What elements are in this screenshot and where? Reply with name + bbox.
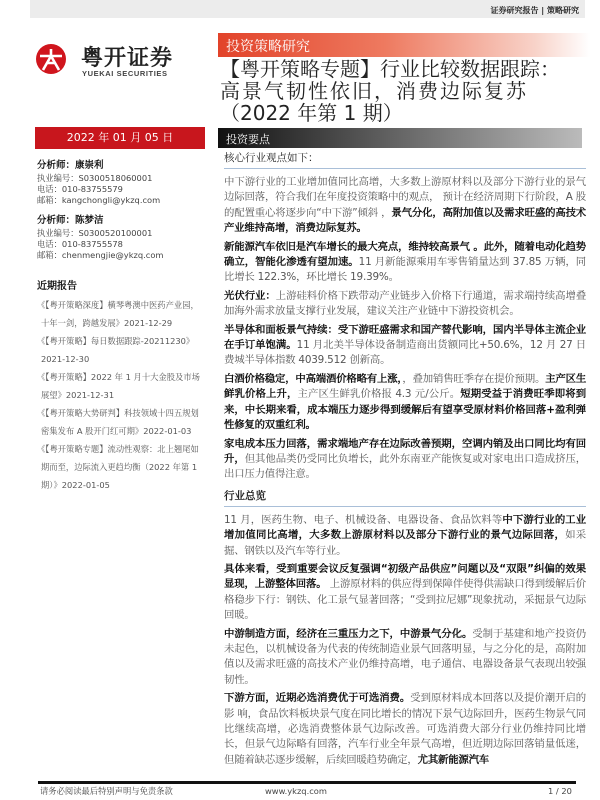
bold-text: 光伏行业：: [224, 289, 276, 302]
bold-text: 中游制造方面，经济在三重压力之下，中游景气分化。: [224, 627, 473, 640]
body-text: 11 月北美半导体设备制造商出货额同比+50.6%，12 月 27 日费城半导体指数 4039.512 创新高。: [224, 339, 586, 367]
recent-report-link[interactable]: 《【粤开策略专题】流动性观察：北上翘尾如期而至，边际流入更趋均衡（2022 年第 1 期）》2022-01-05: [37, 444, 199, 490]
body-text: 受制于基建和地产投资仍未起色，以机械设备为代表的传统制造业景气回落明显，与之分化的是，高附加值以及需求旺盛的高技术产业仍维持高增，电子通信、电器设备景气表现出较强韧性。: [224, 627, 586, 686]
recent-report-link[interactable]: 《【粤开策略深度】横琴粤澳中医药产业园，十年一剑，跨越发展》2021-12-29: [37, 300, 199, 328]
analyst-name: 分析师：康崇利: [37, 160, 104, 171]
logo-en-text: YUEKAI SECURITIES: [82, 69, 168, 78]
paragraph: [224, 627, 586, 689]
logo-cn-text: 粤开证券: [81, 46, 174, 71]
footer-disclaimer[interactable]: 请务必阅读最后特别声明与免责条款: [40, 786, 173, 796]
report-type-header: [30, 0, 585, 18]
bold-text: 中下游行业的工业增加值同比高增，大多数上游原材料以及部分下游行业的景气边际回落，: [224, 513, 586, 542]
bold-text: 短期受益于消费旺季即将到来，中长期来看，成本端压力逐步得到缓解后有望享受原材料价格回落+盈利弹性修复的双重红利。: [224, 388, 586, 432]
paragraph: [224, 691, 586, 768]
body-text: 上游原材料的供应得到保障伴使得供需缺口得到缓解后价格稳步下行：钢铁、化工景气显著回落；“受到拉尼娜”现象扰动，采掘景气边际回暖。: [224, 578, 586, 622]
recent-report-link[interactable]: 《【粤开策略】2022 年 1 月十大金股及市场展望》2021-12-31: [37, 372, 200, 400]
sidebar: [37, 160, 207, 494]
paragraph: [224, 175, 586, 237]
title-line: （2022 年第 1 期）: [220, 101, 403, 125]
analyst-license: 执业编号：S0300518060001: [37, 173, 153, 183]
report-date: 2022 年 01 月 05 日: [35, 127, 205, 149]
main-content: [224, 150, 586, 771]
key-points-banner: 投资要点: [218, 128, 582, 148]
title-line: 高景气韧性依旧，消费边际复苏: [220, 79, 528, 103]
analyst-license: 执业编号：S0300520100001: [37, 228, 153, 238]
body-text: 上游硅料价格下跌带动产业链步入价格下行通道，需求端持续高增叠加海外需求放量支撑行业发展，建议关注产业链中下游投资机会。: [224, 289, 587, 318]
report-title: [220, 58, 595, 124]
body-text: 中下游行业的工业增加值同比高增，大多数上游原材料以及部分下游行业的景气边际回落，符合我们在年度投资策略中的观点， 预计在经济周期下行阶段，A 股的配置重心将逐步向“中下游”倾斜 ，: [224, 176, 586, 219]
body-text: 11 月，医药生物、电子、机械设备、电器设备、食品饮料等: [224, 513, 503, 526]
analyst-card: [37, 160, 207, 206]
overview-paragraphs: [224, 513, 586, 769]
body-text: 如采掘、钢铁以及汽车等行业。: [224, 529, 586, 557]
recent-reports-heading: 近期报告: [37, 281, 77, 292]
bold-text: 白酒价格稳定，中高端酒价格略有上涨，: [224, 372, 403, 385]
core-view-heading: 核心行业观点如下：: [224, 150, 586, 169]
bold-text: 主产区生鲜乳价格上升，: [224, 372, 587, 401]
paragraph: [224, 289, 586, 320]
analyst-card: [37, 215, 207, 261]
body-text: 受到原材料成本回落以及提价潮开启的影 响，食品饮料板块景气度在同比增长的情况下景气边际回升，医药生物景气同比继续高增，必选消费整体景气边际改善。可选消费大部分行业仍维持同比增长，但景气边际略有回落，汽车行业全年景气高增，但近期边际回落销量低迷，但随着缺芯逐步缓解，后续回暖趋势确定，: [224, 692, 586, 766]
report-type-label: 证券研究报告 | 策略研究: [490, 6, 579, 15]
bold-text: 家电成本压力回落，需求端地产存在边际改善预期，空调内销及出口同比均有回升，: [224, 437, 586, 465]
category-banner: 投资策略研究: [218, 33, 590, 57]
analyst-phone: 电话：010-83755579: [37, 184, 123, 194]
body-text: 11 月新能源乘用车零售销量达到 37.85 万辆，同比增长 122.3%，环比增长 19.39%。: [224, 256, 586, 284]
yuekai-logo-icon: [35, 43, 67, 75]
bold-text: 新能源汽车依旧是汽车增长的最大亮点，维持较高景气 。此外，随着电动化趋势确立，智能化渗透有望加速。: [224, 240, 586, 269]
paragraph: [224, 513, 586, 559]
paragraph: [224, 437, 586, 483]
recent-report-link[interactable]: 《【粤开策略大势研判】科技领域十四五规划密集发布 A 股开门红可期》2022-01-03: [37, 408, 199, 436]
analyst-email[interactable]: 邮箱：chenmengjie@ykzq.com: [37, 250, 164, 260]
page-number: 1 / 20: [548, 786, 572, 796]
bold-text: 半导体和面板景气持续：受下游旺盛需求和国产替代影响，国内半导体主流企业在手订单饱满。: [224, 323, 586, 352]
footer-website[interactable]: www.ykzq.com: [265, 786, 327, 796]
body-text: ，叠加销售旺季存在提价预期。: [402, 372, 546, 385]
bold-text: 下游方面，近期必选消费优于可选消费。: [224, 692, 411, 705]
analyst-name: 分析师：陈梦洁: [37, 215, 104, 226]
bold-text: 具体来看，受到重要会议反复强调“初级产品供应”问题以及“双限”纠偏的效果显现，上游整体回落。: [224, 562, 586, 591]
paragraph: [224, 372, 586, 434]
paragraph: [224, 562, 586, 624]
bold-text: 尤其新能源汽车: [417, 753, 489, 766]
paragraph: [224, 240, 586, 286]
paragraph: [224, 323, 586, 369]
footer-divider: [38, 781, 576, 784]
recent-report-link[interactable]: 《【粤开策略】每日数据跟踪-20211230》2021-12-30: [37, 336, 195, 364]
overview-heading: 行业总览: [224, 488, 586, 507]
core-paragraphs: [224, 175, 586, 483]
company-logo: [35, 38, 185, 83]
body-text: 但其他品类仍受同比负增长，此外东南亚产能恢复或对家电出口造成挤压，出口压力值得注意。: [224, 452, 586, 481]
analyst-email[interactable]: 邮箱：kangchongli@ykzq.com: [37, 195, 161, 205]
analyst-phone: 电话：010-83755578: [37, 239, 123, 249]
body-text: 主产区生鲜乳价格报 4.3 元/公斤。: [297, 388, 461, 401]
title-line: 【粤开策略专题】行业比较数据跟踪：: [220, 57, 560, 81]
bold-text: 景气分化，高附加值以及需求旺盛的高技术产业维持高增，消费边际复苏。: [224, 206, 587, 235]
